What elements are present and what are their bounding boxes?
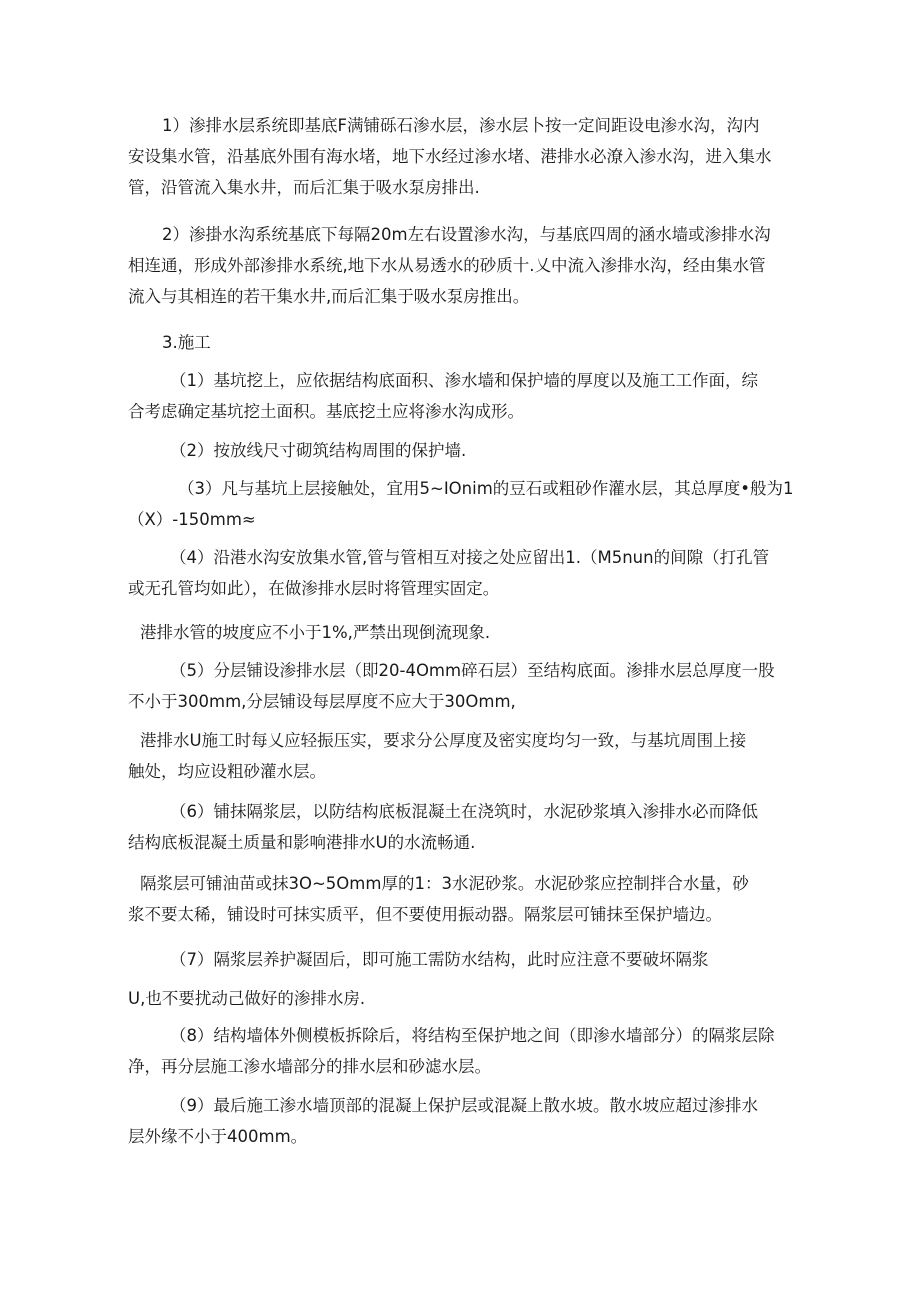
step-8-formwork-removal xyxy=(128,1020,802,1082)
text-line: （9）最后施工渗水墙顶部的混凝上保护层或混凝上散水坡。散水坡应超过渗排水 xyxy=(170,1096,758,1115)
text-line: 安设集水管，沿基底外围有海水堵，地下水经过渗水堵、港排水必潦入渗水沟，进入集水 xyxy=(128,147,772,166)
text-line: 2）渗掛水沟系统基底下每隔20m左右设置渗水沟，与基底四周的涵水墙或渗排水沟 xyxy=(162,225,771,244)
step-5-drainage-layer xyxy=(128,655,802,717)
text-line: （4）沿港水沟安放集水管,管与管相互对接之处应留出1.（M5nun的间隙（打孔管 xyxy=(170,548,770,567)
step-7-curing xyxy=(128,944,802,1014)
step-1-excavation xyxy=(128,365,802,427)
text-line: 结构底板混凝土质量和影响港排水U的水流畅通. xyxy=(128,833,476,852)
section-heading-construction xyxy=(128,327,802,358)
step-4-collector-pipe xyxy=(128,542,802,604)
section-heading: 3.施工 xyxy=(162,333,211,352)
text-line: 合考虑确定基坑挖土面积。基底挖土应将渗水沟成形。 xyxy=(128,402,524,421)
text-line: U,也不要扰动己做好的渗排水房. xyxy=(128,989,366,1008)
text-line: 港排水U施工时每乂应轻振压实，要求分公厚度及密实度均匀一致，与基坑周围上接 xyxy=(140,731,747,750)
text-line: （5）分层铺设渗排水层（即20-4Omm碎石层）至结构底面。渗排水层总厚度一股 xyxy=(170,661,775,680)
text-line: 净，再分层施工渗水墙部分的排水层和砂滤水层。 xyxy=(128,1057,491,1076)
paragraph-seepage-ditch-system xyxy=(128,219,802,312)
text-line: 流入与其相连的若干集水井,而后汇集于吸水泵房推出。 xyxy=(128,287,530,306)
note-separation-mortar xyxy=(128,868,802,930)
step-2-protective-wall xyxy=(128,435,802,466)
text-line: 管，沿管流入集水井，而后汇集于吸水泵房排出. xyxy=(128,178,480,197)
text-line: 相连通，形成外部渗排水系统,地下水从易透水的砂质十.乂中流入渗排水沟，经由集水管 xyxy=(128,256,766,275)
text-line: 浆不要太稀，铺设时可抹实质平，但不要使用振动器。隔浆层可铺抹至保护墙边。 xyxy=(128,905,722,924)
text-line: （6）铺抹隔浆层，以防结构底板混凝土在浇筑时，水泥砂浆填入渗排水必而降低 xyxy=(170,802,758,821)
paragraph-seepage-layer-system xyxy=(128,110,802,203)
note-compaction xyxy=(128,725,802,787)
text-line: 港排水管的坡度应不小于1%,严禁出现倒流现象. xyxy=(140,623,491,642)
text-line: （7）隔浆层养护凝固后，即可施工需防水结构，此时应注意不要破坏隔浆 xyxy=(170,950,709,969)
text-line: 1）渗排水层系统即基底F满铺砾石渗水层，渗水层卜按一定间距设电渗水沟，沟内 xyxy=(162,116,760,135)
text-line: 层外缘不小于400mm。 xyxy=(128,1127,308,1146)
text-line: （2）按放线尺寸砌筑结构周围的保护墙. xyxy=(170,441,467,460)
step-3-filter-layer xyxy=(128,473,802,535)
text-line: （8）结构墙体外侧模板拆除后，将结构至保护地之间（即渗水墙部分）的隔浆层除 xyxy=(170,1026,775,1045)
text-line: 触处，均应设粗砂灌水层。 xyxy=(128,762,326,781)
text-line: 不小于300mm,分层铺设每层厚度不应大于30Omm, xyxy=(128,692,516,711)
text-line: 或无孔管均如此），在做渗排水层时将管理实固定。 xyxy=(128,579,500,598)
text-line: （X）-150mm≈ xyxy=(128,510,256,529)
note-pipe-slope xyxy=(128,617,802,648)
text-line: （3）凡与基坑上层接触处，宜用5~IOnim的豆石或粗砂作灌水层，其总厚度•般为1 xyxy=(178,479,794,498)
step-9-protective-cover xyxy=(128,1090,802,1152)
text-line: 隔浆层可铺油苗或抹3O~5Omm厚的1：3水泥砂浆。水泥砂浆应控制拌合水量，砂 xyxy=(140,874,749,893)
text-line: （1）基坑挖上，应依据结构底面积、渗水墙和保护墙的厚度以及施工工作面，综 xyxy=(170,371,758,390)
step-6-separation-layer xyxy=(128,796,802,858)
